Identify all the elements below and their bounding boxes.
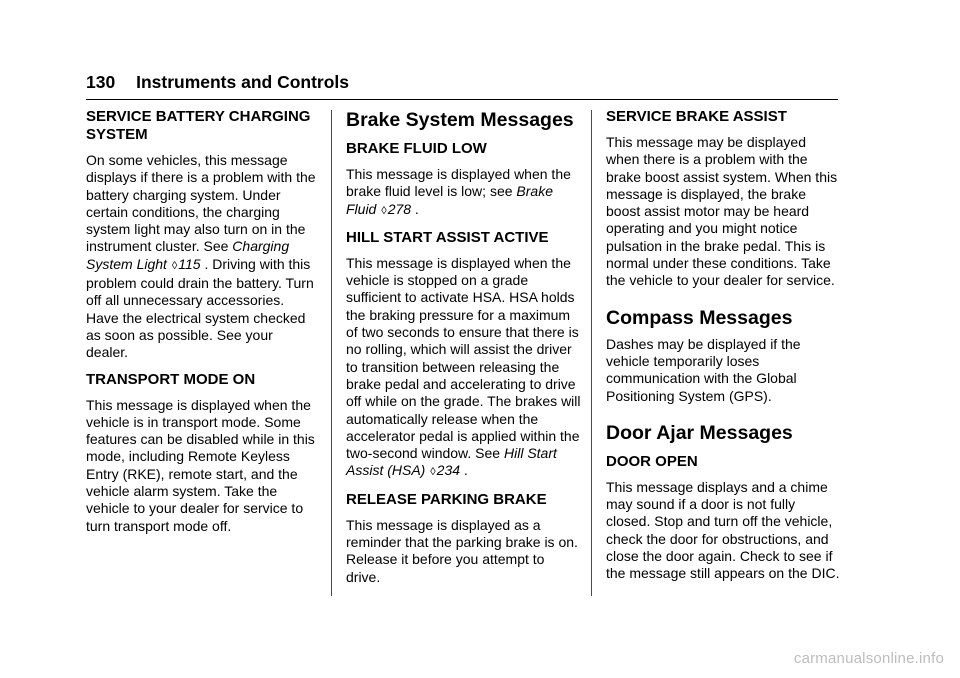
paragraph-hill-start-assist bbox=[346, 255, 582, 482]
heading-door-ajar-messages: Door Ajar Messages bbox=[606, 421, 793, 444]
paragraph-release-parking-brake: This message is displayed as a reminder that the parking brake is on. Release it before you attempt to drive. bbox=[346, 516, 578, 585]
paragraph-service-battery bbox=[86, 152, 318, 362]
paragraph-brake-fluid-low bbox=[346, 166, 582, 220]
paragraph-text: This message is displayed when the vehicle is stopped on a grade sufficient to activate HSA. HSA holds the braking pressure for a maximum of two seconds to ensure that there is no rolling, which will assist the driver to transition between releasing the brake pedal and accelerating to drive off while on the grade. The brakes will automatically release when the accelerator pedal is applied within the two-second window. See bbox=[346, 254, 581, 462]
section-title: Instruments and Controls bbox=[136, 72, 350, 92]
paragraph-door-open: This message displays and a chime may sound if a door is not fully closed. Stop and turn off the vehicle, check the door for obstructions, and close the door again. Check to see if the message still appears on the DIC. bbox=[606, 478, 840, 582]
heading-transport-mode: TRANSPORT MODE ON bbox=[86, 370, 256, 388]
cross-reference-link[interactable]: Hill Start Assist (HSA) bbox=[346, 445, 557, 479]
page-reference-number[interactable]: 278 bbox=[387, 200, 412, 217]
page-number: 130 bbox=[86, 72, 116, 92]
cross-reference-link[interactable]: Charging System Light bbox=[86, 238, 290, 272]
heading-door-open: DOOR OPEN bbox=[606, 452, 698, 470]
paragraph-service-brake-assist: This message may be displayed when there is a problem with the brake boost assist system. When this message is displayed, the brake boost assist motor may be heard operating and you might notice pulsation in the brake pedal. This is normal under these conditions. Take the vehicle to your dealer for service. bbox=[606, 134, 838, 289]
watermark-text: carmanualsonline.info bbox=[793, 650, 944, 667]
page-reference-number[interactable]: 234 bbox=[436, 462, 461, 479]
page-reference-arrow-icon: ◊ bbox=[171, 259, 178, 272]
paragraph-text: . bbox=[460, 462, 468, 479]
heading-service-brake-assist: SERVICE BRAKE ASSIST bbox=[606, 108, 787, 125]
paragraph-text: On some vehicles, this message displays if there is a problem with the battery charging system. Under certain conditions, the charging system light may also turn on in the instrument cluster. See bbox=[86, 152, 316, 255]
paragraph-text: This message is displayed when the brake fluid level is low; see bbox=[346, 166, 571, 200]
page-reference-arrow-icon: ◊ bbox=[381, 204, 387, 217]
column-divider bbox=[591, 110, 592, 596]
column-middle bbox=[346, 108, 582, 595]
heading-compass-messages: Compass Messages bbox=[606, 306, 793, 329]
heading-release-parking-brake: RELEASE PARKING BRAKE bbox=[346, 490, 547, 508]
page-reference-number[interactable]: 115 bbox=[178, 255, 201, 272]
paragraph-transport-mode: This message is displayed when the vehicle is in transport mode. Some features can be disabled while in this mode, including Remote Keyless Entry (RKE), remote start, and the vehicle alarm system. Take the vehicle to your dealer for service to turn transport mode off. bbox=[86, 396, 315, 534]
paragraph-text: . Driving with this problem could drain the battery. Turn off all unnecessary accessories. Have the electrical system checked as soon as possible. See your dealer. bbox=[86, 255, 314, 361]
page-reference-arrow-icon: ◊ bbox=[430, 466, 436, 479]
heading-brake-system-messages: Brake System Messages bbox=[346, 109, 574, 131]
heading-service-battery: SERVICE BATTERY CHARGING SYSTEM bbox=[86, 108, 311, 143]
cross-reference-link[interactable]: Brake Fluid bbox=[346, 183, 553, 217]
paragraph-compass: Dashes may be displayed if the vehicle temporarily loses communication with the Global Positioning System (GPS). bbox=[606, 335, 801, 404]
column-divider bbox=[331, 110, 332, 596]
page-header bbox=[86, 70, 838, 100]
heading-hill-start-assist: HILL START ASSIST ACTIVE bbox=[346, 228, 549, 246]
heading-brake-fluid-low: BRAKE FLUID LOW bbox=[346, 140, 487, 157]
column-left bbox=[86, 108, 318, 544]
column-right bbox=[606, 108, 842, 592]
paragraph-text: . bbox=[411, 200, 419, 217]
